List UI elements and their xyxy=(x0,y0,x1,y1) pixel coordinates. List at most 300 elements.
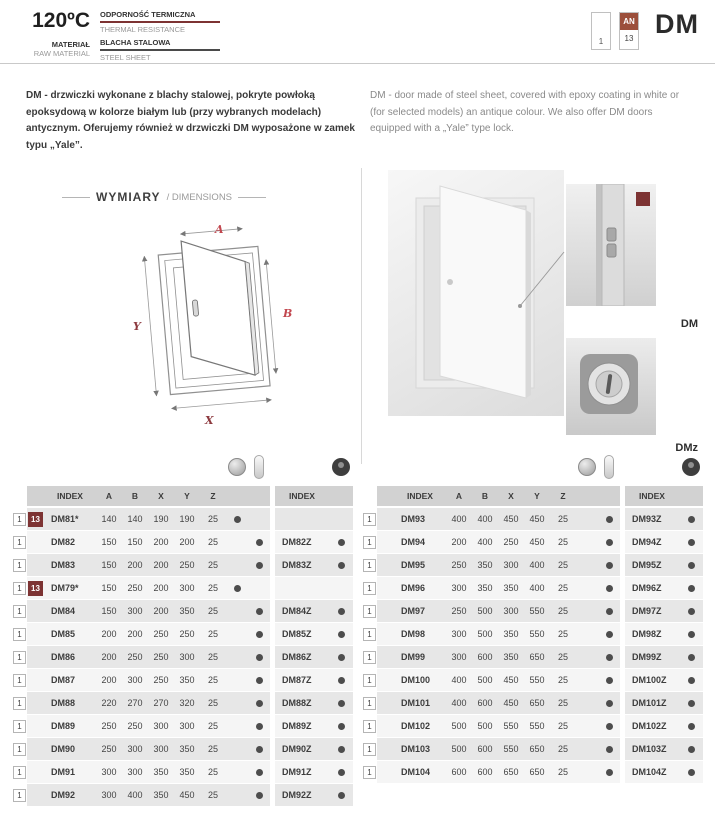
dim-b-cell: 300 xyxy=(122,669,148,691)
antique-option-cell xyxy=(576,554,598,576)
col-y: Y xyxy=(174,486,200,506)
dim-z-cell: 25 xyxy=(550,623,576,645)
antique-option-cell xyxy=(576,646,598,668)
white-option-cell xyxy=(248,738,270,760)
qty-cell: 1 xyxy=(362,761,377,783)
table-right-body xyxy=(362,508,703,783)
dim-z-cell: 25 xyxy=(550,600,576,622)
lock-index-cell: DM83Z xyxy=(275,554,329,576)
dim-x-cell: 300 xyxy=(498,554,524,576)
availability-dot xyxy=(234,516,241,523)
index-cell: DM88 xyxy=(44,692,96,714)
badge-cell xyxy=(377,738,394,760)
white-option-cell xyxy=(248,508,270,530)
availability-dot xyxy=(606,769,613,776)
properties-block xyxy=(100,10,220,62)
temperature-block xyxy=(26,10,90,58)
dim-y-cell: 550 xyxy=(524,715,550,737)
dim-x-cell: 550 xyxy=(498,738,524,760)
hinge-knuckle xyxy=(607,244,616,257)
dim-y-cell: 250 xyxy=(174,554,200,576)
white-option-cell xyxy=(598,554,620,576)
lock-index-cell: DM90Z xyxy=(275,738,329,760)
table-row xyxy=(12,600,353,622)
badge-cell xyxy=(377,623,394,645)
dim-x-cell: 250 xyxy=(148,646,174,668)
col-z: Z xyxy=(550,486,576,506)
white-option-cell xyxy=(248,554,270,576)
badge-cell xyxy=(27,715,44,737)
antique-option-cell xyxy=(226,692,248,714)
dim-x-cell: 300 xyxy=(498,600,524,622)
availability-dot xyxy=(606,516,613,523)
lock-option-cell xyxy=(679,761,703,783)
availability-dot xyxy=(256,746,263,753)
index-cell: DM100 xyxy=(394,669,446,691)
white-option-cell xyxy=(248,623,270,645)
table-legend-icons xyxy=(362,452,703,482)
description-en: DM - door made of steel sheet, covered with epoxy coating in white or (for selected models) an antique colour. We also offer DM doors equipped with a „Yale” type lock. xyxy=(370,90,680,134)
thermal-resistance-en: THERMAL RESISTANCE xyxy=(100,25,186,34)
dim-y-cell: 550 xyxy=(524,669,550,691)
lock-option-cell xyxy=(329,577,353,599)
dim-z-cell: 25 xyxy=(200,646,226,668)
antique-option-cell xyxy=(576,577,598,599)
dim-a-cell: 400 xyxy=(446,692,472,714)
dim-x-cell: 350 xyxy=(498,646,524,668)
col-index2: INDEX xyxy=(275,486,329,506)
white-option-cell xyxy=(598,738,620,760)
badge-cell xyxy=(377,715,394,737)
index-cell: DM87 xyxy=(44,669,96,691)
dim-a-cell: 500 xyxy=(446,738,472,760)
dim-a-cell: 300 xyxy=(96,784,122,806)
badge-cell xyxy=(377,577,394,599)
lock-index-cell: DM88Z xyxy=(275,692,329,714)
lock-option-cell xyxy=(329,784,353,806)
availability-dot xyxy=(688,631,695,638)
dim-a-cell: 150 xyxy=(96,600,122,622)
badge-cell xyxy=(27,623,44,645)
lock-option-cell xyxy=(329,623,353,645)
index-cell: DM93 xyxy=(394,508,446,530)
dim-b-cell: 300 xyxy=(122,600,148,622)
availability-dot xyxy=(606,677,613,684)
dim-x-cell: 650 xyxy=(498,761,524,783)
availability-dot xyxy=(606,654,613,661)
dim-y-cell: 400 xyxy=(524,577,550,599)
dim-x-cell: 350 xyxy=(148,761,174,783)
lock-index-cell: DM104Z xyxy=(625,761,679,783)
availability-dot xyxy=(338,608,345,615)
availability-dot xyxy=(256,654,263,661)
white-option-cell xyxy=(248,531,270,553)
white-option-cell xyxy=(598,761,620,783)
material-label-en: RAW MATERIAL xyxy=(33,49,90,58)
dimensions-heading xyxy=(62,190,318,204)
lock-index-cell: DM103Z xyxy=(625,738,679,760)
table-row xyxy=(362,623,703,645)
index-cell: DM102 xyxy=(394,715,446,737)
availability-dot xyxy=(256,769,263,776)
dim-b-cell: 300 xyxy=(122,738,148,760)
dim-z-cell: 25 xyxy=(550,761,576,783)
dim-label-b: B xyxy=(283,307,293,320)
dim-x-cell: 200 xyxy=(148,577,174,599)
lock-option-cell xyxy=(329,531,353,553)
availability-dot xyxy=(338,769,345,776)
white-option-cell xyxy=(248,577,270,599)
dim-z-cell: 25 xyxy=(550,692,576,714)
index-cell: DM82 xyxy=(44,531,96,553)
dim-a-cell: 220 xyxy=(96,692,122,714)
dim-a-cell: 150 xyxy=(96,554,122,576)
lock-index-cell: DM93Z xyxy=(625,508,679,530)
dim-b-cell: 270 xyxy=(122,692,148,714)
heading-line-right xyxy=(238,197,266,198)
col-y: Y xyxy=(524,486,550,506)
qty-cell: 1 xyxy=(362,692,377,714)
qty-cell: 1 xyxy=(362,738,377,760)
hinge-detail-photo xyxy=(566,184,656,306)
description-section xyxy=(26,88,692,154)
availability-dot xyxy=(338,539,345,546)
dim-x-cell: 350 xyxy=(498,623,524,645)
dim-a-cell: 250 xyxy=(96,715,122,737)
badge-cell xyxy=(377,646,394,668)
table-row xyxy=(12,715,353,737)
qty-cell: 1 xyxy=(362,669,377,691)
qty-cell: 1 xyxy=(362,554,377,576)
availability-dot xyxy=(256,562,263,569)
white-option-cell xyxy=(598,692,620,714)
lock-option-cell xyxy=(679,508,703,530)
dim-b-cell: 500 xyxy=(472,600,498,622)
lock-option-cell xyxy=(679,692,703,714)
badge-cell xyxy=(377,508,394,530)
dim-y-cell: 650 xyxy=(524,646,550,668)
white-option-cell xyxy=(598,715,620,737)
availability-dot xyxy=(688,769,695,776)
qty-cell: 1 xyxy=(12,600,27,622)
qty-cell: 1 xyxy=(12,554,27,576)
dimensions-title-en: / DIMENSIONS xyxy=(166,191,233,203)
dim-x-cell: 200 xyxy=(148,554,174,576)
dim-a-cell: 250 xyxy=(446,600,472,622)
antique-legend-box xyxy=(619,12,639,50)
antique-option-cell xyxy=(576,669,598,691)
col-a: A xyxy=(96,486,122,506)
lock-index-cell: DM84Z xyxy=(275,600,329,622)
dim-a-cell: 200 xyxy=(96,669,122,691)
lock-option-cell xyxy=(679,531,703,553)
dim-x-cell: 350 xyxy=(498,577,524,599)
dim-y-cell: 350 xyxy=(174,600,200,622)
badge-cell xyxy=(27,554,44,576)
table-row xyxy=(362,669,703,691)
lock-index-cell: DM94Z xyxy=(625,531,679,553)
lock-index-cell: DM102Z xyxy=(625,715,679,737)
qty-cell: 1 xyxy=(12,508,27,530)
dim-x-cell: 250 xyxy=(148,669,174,691)
white-option-cell xyxy=(248,761,270,783)
dim-a-cell: 300 xyxy=(446,577,472,599)
index-cell: DM86 xyxy=(44,646,96,668)
dim-x-cell: 350 xyxy=(148,784,174,806)
index-cell: DM98 xyxy=(394,623,446,645)
index-cell: DM89 xyxy=(44,715,96,737)
qty-cell: 1 xyxy=(12,646,27,668)
dim-x-cell: 550 xyxy=(498,715,524,737)
qty-cell: 1 xyxy=(362,600,377,622)
dim-a-cell: 300 xyxy=(446,646,472,668)
availability-dot xyxy=(606,746,613,753)
dim-label-y: Y xyxy=(133,320,141,333)
badge-cell xyxy=(27,577,44,599)
dim-b-cell: 300 xyxy=(122,761,148,783)
lock-option-cell xyxy=(679,646,703,668)
heading-line-left xyxy=(62,197,90,198)
lock-index-cell xyxy=(275,508,329,530)
dim-b-cell: 400 xyxy=(472,508,498,530)
door-handle-photo xyxy=(447,279,453,285)
dim-y-cell: 450 xyxy=(524,531,550,553)
white-option-cell xyxy=(598,646,620,668)
lock-index-cell: DM91Z xyxy=(275,761,329,783)
availability-dot xyxy=(256,539,263,546)
lock-index-cell: DM92Z xyxy=(275,784,329,806)
availability-dot xyxy=(688,700,695,707)
col-index: INDEX xyxy=(44,486,96,506)
table-row xyxy=(12,646,353,668)
description-pl: DM - drzwiczki wykonane z blachy stalowej, pokryte powłoką epoksydową w kolorze białym lub (przy wybranych modelach) antycznym. Oferujemy również w drzwiczki DM wyposażone w zamek typu „Yale”. xyxy=(26,90,355,151)
dim-z-cell: 25 xyxy=(550,738,576,760)
dim-y-cell: 550 xyxy=(524,600,550,622)
availability-dot xyxy=(256,723,263,730)
table-row xyxy=(362,761,703,783)
table-row xyxy=(12,577,353,599)
lock-index-cell: DM100Z xyxy=(625,669,679,691)
antique-badge: 13 xyxy=(28,581,43,596)
antique-option-cell xyxy=(226,554,248,576)
dim-x-cell: 450 xyxy=(498,508,524,530)
table-row xyxy=(362,508,703,530)
lock-option-cell xyxy=(679,577,703,599)
col-b: B xyxy=(122,486,148,506)
dim-b-cell: 150 xyxy=(122,531,148,553)
col-index: INDEX xyxy=(394,486,446,506)
dim-x-cell: 190 xyxy=(148,508,174,530)
steel-underline xyxy=(100,49,220,51)
dim-b-cell: 500 xyxy=(472,623,498,645)
antique-finish-icon xyxy=(578,458,596,476)
yale-lock-icon xyxy=(682,458,700,476)
availability-dot xyxy=(606,631,613,638)
dim-y-cell: 190 xyxy=(174,508,200,530)
col-x: X xyxy=(498,486,524,506)
availability-dot xyxy=(688,677,695,684)
dim-b-cell: 500 xyxy=(472,715,498,737)
lock-option-cell xyxy=(329,646,353,668)
dim-x-cell: 450 xyxy=(498,669,524,691)
availability-dot xyxy=(688,654,695,661)
door-photo-label: DM xyxy=(680,318,698,330)
index-cell: DM92 xyxy=(44,784,96,806)
product-photos xyxy=(368,168,700,468)
badge-cell xyxy=(27,508,44,530)
badge-cell xyxy=(377,761,394,783)
dim-z-cell: 25 xyxy=(200,669,226,691)
lock-option-cell xyxy=(329,738,353,760)
index-cell: DM96 xyxy=(394,577,446,599)
lock-option-cell xyxy=(679,715,703,737)
dim-b-cell: 200 xyxy=(122,623,148,645)
dim-y-cell: 450 xyxy=(524,508,550,530)
availability-dot xyxy=(256,631,263,638)
dim-x-cell: 450 xyxy=(498,692,524,714)
col-z: Z xyxy=(200,486,226,506)
yale-lock-icon xyxy=(332,458,350,476)
product-code: DM xyxy=(655,9,699,39)
antique-finish-icon xyxy=(228,458,246,476)
badge-cell xyxy=(27,531,44,553)
dim-y-cell: 650 xyxy=(524,738,550,760)
dim-b-cell: 400 xyxy=(472,531,498,553)
lock-index-cell: DM89Z xyxy=(275,715,329,737)
lock-option-cell xyxy=(679,554,703,576)
col-b: B xyxy=(472,486,498,506)
white-option-cell xyxy=(598,669,620,691)
table-row xyxy=(12,761,353,783)
index-cell: DM81* xyxy=(44,508,96,530)
dim-b-cell: 350 xyxy=(472,554,498,576)
dim-b-cell: 200 xyxy=(122,554,148,576)
qty-cell: 1 xyxy=(12,784,27,806)
dim-y-cell: 300 xyxy=(174,577,200,599)
lock-index-cell: DM98Z xyxy=(625,623,679,645)
qty-cell: 1 xyxy=(12,738,27,760)
hinge-knuckle xyxy=(607,228,616,241)
dim-x-cell: 300 xyxy=(148,738,174,760)
table-row xyxy=(362,531,703,553)
index-cell: DM90 xyxy=(44,738,96,760)
lock-option-cell xyxy=(679,669,703,691)
qty-cell: 1 xyxy=(12,761,27,783)
lock-option-cell xyxy=(329,715,353,737)
white-option-cell xyxy=(598,508,620,530)
table-legend-icons xyxy=(12,452,353,482)
availability-dot xyxy=(688,608,695,615)
dim-y-cell: 300 xyxy=(174,646,200,668)
thermal-resistance-pl: ODPORNOŚĆ TERMICZNA xyxy=(100,10,196,19)
thermal-resistance-group xyxy=(100,10,220,34)
lock-option-cell xyxy=(679,738,703,760)
lock-index-cell xyxy=(275,577,329,599)
dim-x-cell: 200 xyxy=(148,600,174,622)
white-option-cell xyxy=(248,715,270,737)
badge-cell xyxy=(377,669,394,691)
steel-sheet-en: STEEL SHEET xyxy=(100,53,151,62)
white-finish-icon xyxy=(254,455,264,479)
badge-cell xyxy=(27,646,44,668)
antique-option-cell xyxy=(576,508,598,530)
white-option-cell xyxy=(248,669,270,691)
badge-cell xyxy=(27,738,44,760)
detail-marker xyxy=(636,192,650,206)
dim-y-cell: 200 xyxy=(174,531,200,553)
qty-cell: 1 xyxy=(12,531,27,553)
dim-a-cell: 150 xyxy=(96,531,122,553)
dim-x-cell: 270 xyxy=(148,692,174,714)
dim-a-cell: 200 xyxy=(96,646,122,668)
dim-z-cell: 25 xyxy=(200,531,226,553)
dim-z-cell: 25 xyxy=(200,577,226,599)
dim-z-cell: 25 xyxy=(550,646,576,668)
index-cell: DM104 xyxy=(394,761,446,783)
availability-dot xyxy=(338,700,345,707)
dim-b-cell: 140 xyxy=(122,508,148,530)
dim-z-cell: 25 xyxy=(200,784,226,806)
antique-option-cell xyxy=(226,623,248,645)
dim-z-cell: 25 xyxy=(200,623,226,645)
white-option-cell xyxy=(248,692,270,714)
availability-dot xyxy=(338,677,345,684)
badge-cell xyxy=(27,669,44,691)
dim-y-cell: 400 xyxy=(524,554,550,576)
availability-dot xyxy=(606,700,613,707)
availability-dot xyxy=(606,585,613,592)
dim-z-cell: 25 xyxy=(550,508,576,530)
dim-label-a: A xyxy=(215,223,224,236)
availability-dot xyxy=(338,654,345,661)
white-option-cell xyxy=(598,531,620,553)
availability-dot xyxy=(688,539,695,546)
index-cell: DM103 xyxy=(394,738,446,760)
steel-sheet-group xyxy=(100,38,220,62)
antique-option-cell xyxy=(226,531,248,553)
white-finish-icon xyxy=(604,455,614,479)
dim-y-cell: 350 xyxy=(174,669,200,691)
lock-option-cell xyxy=(329,508,353,530)
table-row xyxy=(362,600,703,622)
index-cell: DM91 xyxy=(44,761,96,783)
badge-cell xyxy=(377,531,394,553)
dim-x-cell: 250 xyxy=(498,531,524,553)
qty-legend-box xyxy=(591,12,611,50)
dim-b-cell: 600 xyxy=(472,692,498,714)
dim-b-cell: 250 xyxy=(122,577,148,599)
antique-option-cell xyxy=(226,646,248,668)
dim-y-cell: 650 xyxy=(524,692,550,714)
availability-dot xyxy=(234,585,241,592)
index-cell: DM94 xyxy=(394,531,446,553)
badge-cell xyxy=(377,554,394,576)
dim-x-cell: 200 xyxy=(148,531,174,553)
availability-dot xyxy=(338,723,345,730)
lock-index-cell: DM101Z xyxy=(625,692,679,714)
dim-z-cell: 25 xyxy=(200,508,226,530)
qty-cell: 1 xyxy=(362,508,377,530)
availability-dot xyxy=(688,516,695,523)
dim-y-cell: 450 xyxy=(174,784,200,806)
antique-option-cell xyxy=(576,623,598,645)
availability-dot xyxy=(338,746,345,753)
table-row xyxy=(12,738,353,760)
white-option-cell xyxy=(598,600,620,622)
table-row xyxy=(12,692,353,714)
dim-a-cell: 250 xyxy=(96,738,122,760)
index-cell: DM99 xyxy=(394,646,446,668)
